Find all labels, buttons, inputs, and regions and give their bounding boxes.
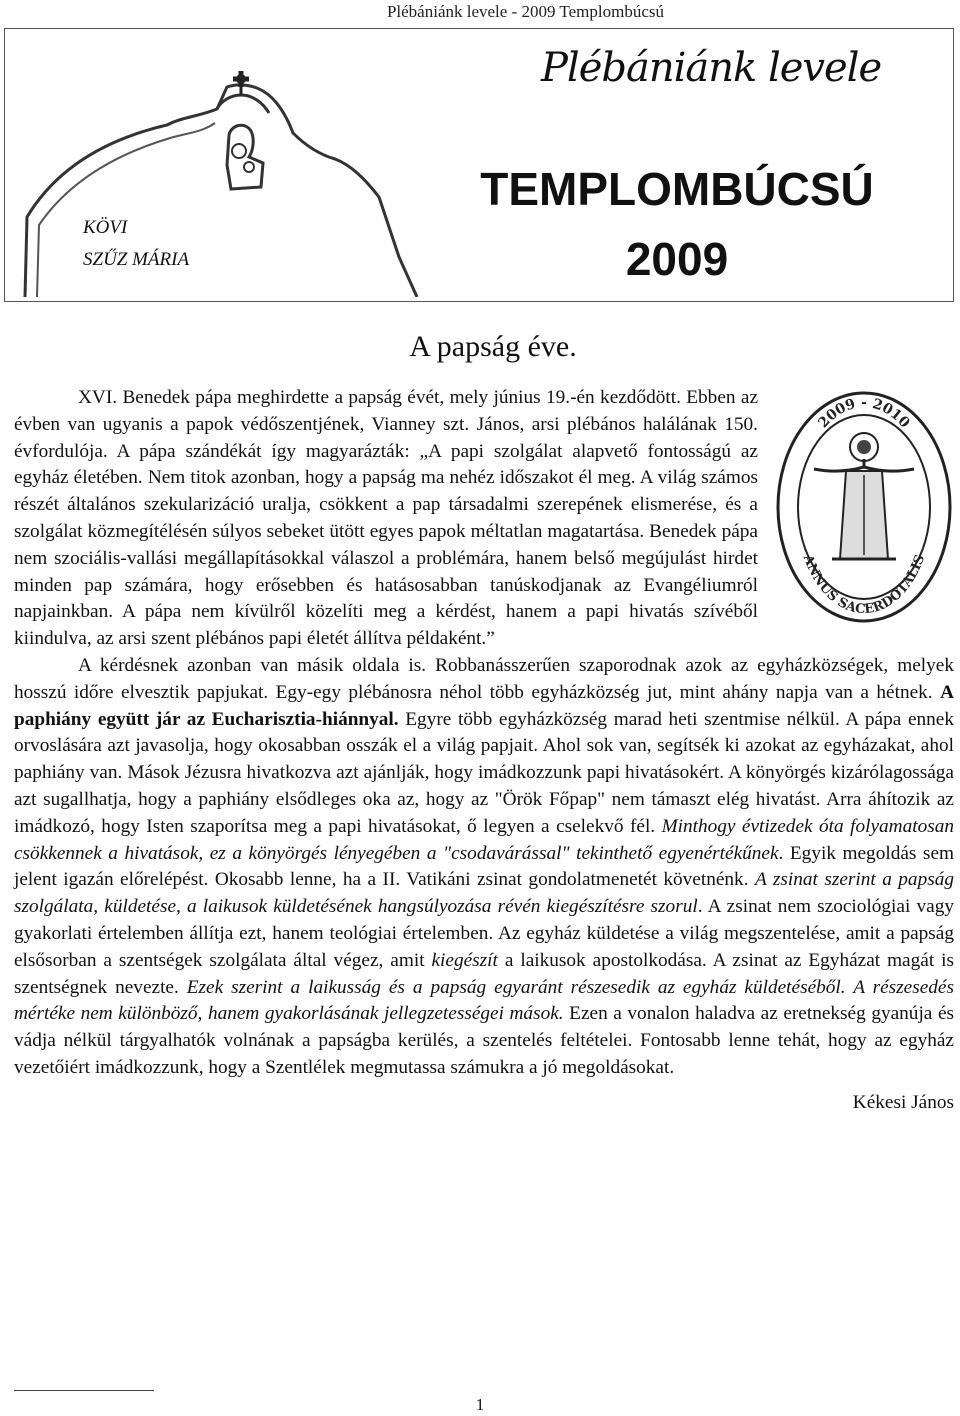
emblem-motto: ANNUS SACERDOTALIS (799, 552, 929, 618)
emblem-drawing (774, 389, 954, 625)
paragraph-2 (14, 653, 954, 1082)
footer-divider (14, 1390, 154, 1391)
newsletter-title: Plébániánk levele (541, 45, 882, 91)
p2-bold-statement: A paphiány együtt jár az Eucharisztia-hiánnyal. (14, 681, 954, 730)
p2-text-a: A kérdésnek azonban van másik oldala is. Robbanásszerűen szaporodnak azok az egyházközségek, melyek hosszú időre elvesztik papjukat. Egy-egy plébánosra néhol több egyházközség jut, mint ahány napja van a hétnek. (14, 654, 954, 703)
p2-italic-4: Ezek szerint a laikusság és a papság egyaránt részesedik az egyház küldetéséből. A részesedés mértéke nem különböző, hanem gyakorlásának jellegzetességei mások. (14, 976, 954, 1025)
issue-title-line1: TEMPLOMBÚCSÚ (480, 163, 874, 215)
parish-name-line1: KÖVI (83, 217, 128, 238)
parish-name (83, 212, 189, 276)
parish-name-line2: SZŰZ MÁRIA (83, 249, 190, 270)
p2-italic-2: A zsinat szerint a papság szolgálata, küldetése, a laikusok küldetésének hangsúlyozása révén kiegészítésre szorul (14, 869, 955, 918)
issue-title-year: 2009 (625, 233, 729, 285)
running-header: Plébániánk levele - 2009 Templombúcsú (386, 2, 664, 21)
p2-text-d: . A zsinat nem szociológiai vagy gyakorlati értelemben állítja ezt, hanem teológiai értelemben. Az egyház küldetése a világ megszentelése, amit a papság elsősorban a szentségek szolgálata által végez, amit (14, 896, 954, 971)
masthead (4, 28, 954, 302)
p2-text-b: Egyre több egyházközség marad heti szentmise nélkül. A pápa ennek orvoslására azt javasolja, hogy okosabban osszák el a világ papjait. Ahol sok van, segítsék ki azokat az egyházakat, ahol paphiány van. Mások Jézusra hivatkozva azt ajánlják, hogy imádkozzunk papi hivatásokért. A könyörgés kizárólagossága azt sugallhatja, hogy a paphiány elsődleges oka az, hogy az "Örök Főpap" nem támaszt elég hivatást. Arra áhítozik az imádkozó, hogy Isten szaporítsa meg a papi hivatásokat, ő legyen a cselekvő fél. (14, 708, 954, 837)
p2-italic-1: Minthogy évtizedek óta folyamatosan csökkennek a hivatások, ez a könyörgés lényegében a "csodavárással" tekinthető egyenértékűnek (14, 815, 954, 864)
issue-title (463, 154, 891, 294)
article-heading: A papság éve. (409, 330, 577, 363)
p2-text-e: a laikusok apostolkodása. A zsinat az Egyházat magát is szentségnek nevezte. (14, 949, 954, 998)
p2-italic-3: kiegészít (431, 949, 498, 971)
article-body (14, 385, 954, 1117)
p2-text-c: . Egyik megoldás sem jelent igazán előrelépést. Okosabb lenne, ha a II. Vatikáni zsinat gondolatmenetét követnénk. (14, 842, 954, 891)
author-signature: Kékesi János (852, 1091, 954, 1113)
emblem-years: 2009 - 2010 (815, 395, 913, 432)
page-number: 1 (475, 1395, 485, 1414)
p2-text-f: Ezen a vonalon haladva az eretnekség gyanúja és vádja nélkül tárgyalhatók volnának a papságba kerülés, a szentelés feltételei. Fontosabb lenne tehát, hogy az egyház vezetőiért imádkozzunk, hogy a Szentlélek megmutassa számukra a jó megoldásokat. (14, 1003, 955, 1078)
year-of-priests-emblem (774, 389, 954, 625)
parish-logo (17, 47, 447, 297)
paragraph-1: XVI. Benedek pápa meghirdette a papság évét, mely június 19.-én kezdődött. Ebben az évben van ugyanis a papok védőszentjének, Vianney szt. János, arsi plébános halálának 150. évfordulója. A pápa szándékát így magyarázták: „A papi szolgálat alapvető fontosságú az egyház életében. Nem titok azonban, hogy a papság ma nehéz időszakot él meg. A világ számos részét általános szekularizáció uralja, csökkent a pap társadalmi szerepének elismerése, és a szolgálat közmegítélésén súlyos sebeket ütött egyes papok méltatlan magatartása. Benedek pápa nem szociális-vallási megállapításokkal válaszol a problémára, hanem belső megújulást hirdet minden pap számára, hogy erősebben és hatásosabban tanúskodjanak az Evangéliumról napjainkban. A pápa nem kívülről közelíti meg a kérdést, hanem a papi hivatás szívéből kiindulva, az arsi szent plébános papi életét állítva példaként.” (14, 387, 758, 650)
church-outline-drawing (17, 47, 447, 297)
